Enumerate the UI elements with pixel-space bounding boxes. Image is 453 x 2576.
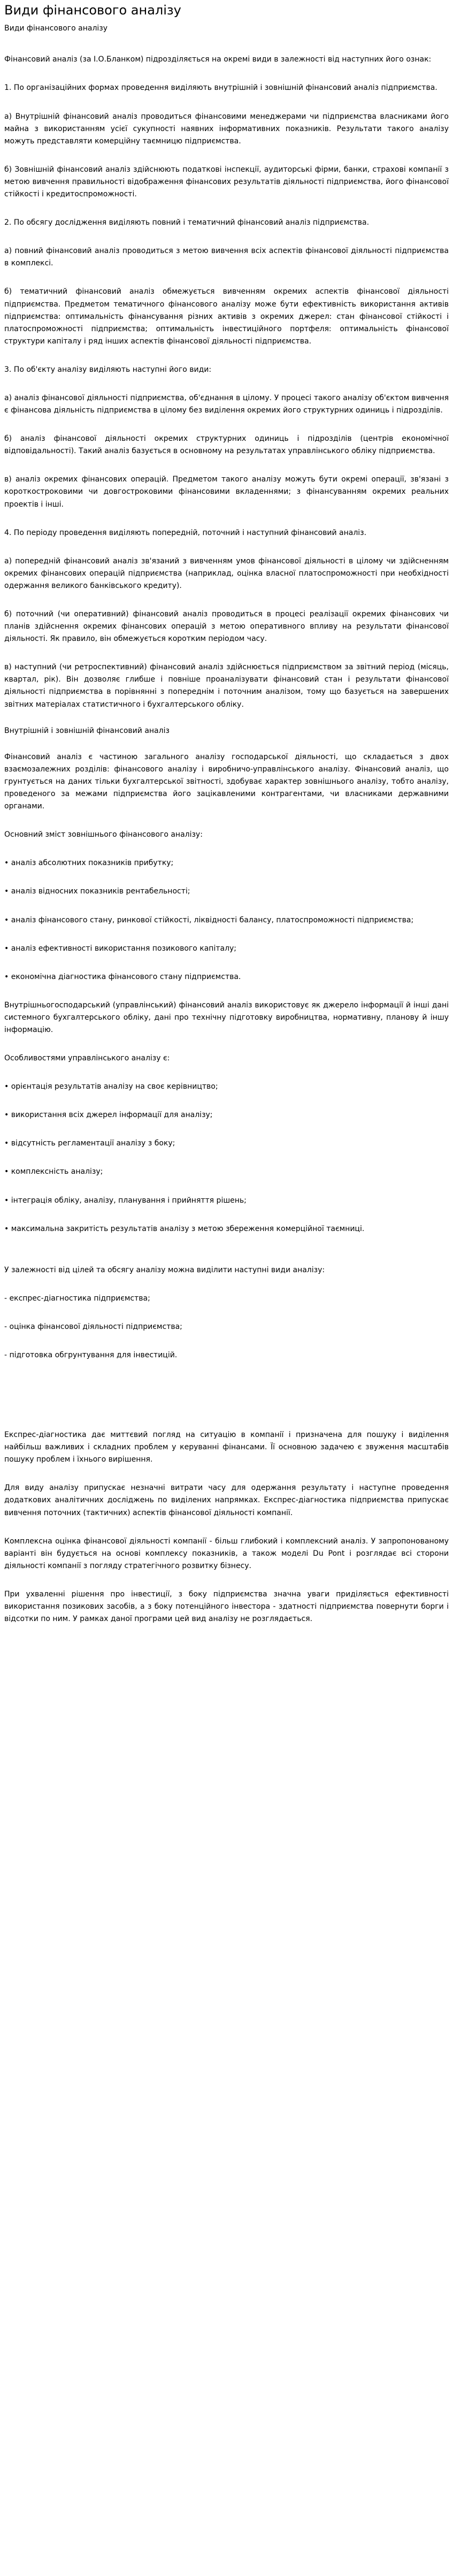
paragraph-thematic-analysis: б) тематичний фінансовий аналіз обмежується вивченням окремих аспектів фінансової діяльності підприємства. Предметом тематичного фінансового аналізу може бути ефективність використання активів підприємства: оптимальність фінансування різних активів з окремих джерел: стан фінансової стійкості і платоспроможності підприємства; оптимальність інвестиційного портфеля: оптимальність фінансової структури капіталу і ряд інших аспектів фінансової діяльності підприємства. (4, 287, 449, 346)
paragraph-retrospective: в) наступний (чи ретроспективний) фінансовий аналіз здійснюється підприємством за звітний період (місяць, квартал, рік). Він дозволяє глибше і повніше проаналізувати фінансовий стан і результати фінансової діяльності підприємства в порівнянні з попереднім і поточним аналізом, тому що базується на завершених звітних матеріалах статистичного і бухгалтерського обліку. (4, 663, 449, 709)
spacer (4, 1378, 449, 1429)
paragraph-management-analysis: Внутрішньогосподарський (управлінський) фінансовий аналіз використовує як джерело інформації й інші дані системного бухгалтерського обліку, дані про технічну підготовку виробництва, нормативну, планову й іншу інформацію. (4, 1000, 449, 1034)
list-item: • аналіз фінансового стану, ринкової стійкості, ліквідності балансу, платоспроможності підприємства; (4, 915, 414, 924)
list-item: • аналіз ефективності використання позикового капіталу; (4, 944, 237, 953)
paragraph-current: б) поточний (чи оперативний) фінансовий аналіз проводиться в процесі реалізації окремих фінансових чи планів здійснення окремих фінансових операцій з метою оперативного впливу на результати фінансової діяльності. Як правило, він обмежується коротким періодом часу. (4, 610, 449, 644)
list-item: • відсутність регламентації аналізу з боку; (4, 1139, 175, 1148)
list-item: - оцінка фінансової діяльності підприємства; (4, 1322, 182, 1331)
list-item: • комплексність аналізу; (4, 1167, 103, 1176)
list-item: • максимальна закритість результатів аналізу з метою збереження комерційної таємниці. (4, 1224, 365, 1233)
paragraph-management-features-heading: Особливостями управлінського аналізу є: (4, 1054, 170, 1063)
paragraph-financial-analysis-part: Фінансовий аналіз є частиною загального аналізу господарської діяльності, що складається з двох взаємозалежних розділів: фінансового аналізу і виробничо-управлінського аналізу. Фінансовий аналіз, що грунтується на даних тільки бухгалтерської звітності, здобуває характер зовнішнього аналізу, тобто аналізу, проведеного за межами підприємства його зацікавленими контрагентами, чи власниками державними органами. (4, 752, 449, 811)
paragraph-analysis-types-heading: У залежності від цілей та обсягу аналізу можна виділити наступні види аналізу: (4, 1265, 325, 1274)
section-heading-internal-external: Внутрішній і зовнішній фінансовий аналіз (4, 726, 170, 735)
list-item: - експрес-діагностика підприємства; (4, 1294, 150, 1303)
paragraph-operations: в) аналіз окремих фінансових операцій. Предметом такого аналізу можуть бути окремі операції, зв'язані з короткостроковими чи довгостроковими фінансовими вкладеннями; з фінансуванням окремих реальних проектів і інші. (4, 475, 449, 509)
paragraph-structural-units: б) аналіз фінансової діяльності окремих структурних одиниць і підрозділів (центрів економічної відповідальності). Такий аналіз базується в основному на результатах управлінського обліку підприємства. (4, 434, 449, 456)
paragraph-investment: При ухваленні рішення про інвестиції, з боку підприємства значна уваги приділяється ефективності використання позикових засобів, а з боку потенційного інвестора - здатності підприємства повернути борги і відсотки по ним. У рамках даної програми цей вид аналізу не розглядається. (4, 1589, 449, 1624)
list-item: • інтеграція обліку, аналізу, планування і прийняття рішень; (4, 1196, 247, 1205)
paragraph-external-analysis: б) Зовнішній фінансовий аналіз здійснюють податкові інспекції, аудиторські фірми, банки, страхові компанії з метою вивчення правильності відображення фінансових результатів діяльності підприємства, його фінансової стійкості і кредитоспроможності. (4, 165, 449, 199)
paragraph-external-content-heading: Основний зміст зовнішнього фінансового аналізу: (4, 830, 203, 839)
paragraph-whole-enterprise: а) аналіз фінансової діяльності підприємства, об'єднання в цілому. У процесі такого аналізу об'єктом вивчення є фінансова діяльність підприємства в цілому без виділення окремих його структурних одиниць і підрозділів. (4, 393, 449, 415)
list-item: - підготовка обгрунтування для інвестицій. (4, 1351, 178, 1360)
list-item: • аналіз відносних показників рентабельності; (4, 887, 190, 896)
paragraph-intro: Фінансовий аналіз (за І.О.Бланком) підрозділяється на окремі види в залежності від наступних його ознак: (4, 55, 432, 64)
paragraph-express-diagnostics: Експрес-діагностика дає миттєвий погляд на ситуацію в компанії і призначена для пошуку і виділення найбільш важливих і складних проблем у керуванні фінансами. Її основною задачею є звуження масштабів пошуку проблем і їхнього вирішення. (4, 1431, 449, 1464)
paragraph-object: 3. По об'єкту аналізу виділяють наступні його види: (4, 365, 212, 374)
list-item: • аналіз абсолютних показників прибутку; (4, 859, 174, 868)
paragraph-period: 4. По періоду проведення виділяють попередній, поточний і наступний фінансовий аналіз. (4, 528, 367, 537)
page-title: Види фінансового аналізу (4, 3, 181, 18)
paragraph-full-analysis: а) повний фінансовий аналіз проводиться з метою вивчення всіх аспектів фінансової діяльності підприємства в комплексі. (4, 247, 449, 268)
list-item: • використання всіх джерел інформації для аналізу; (4, 1111, 213, 1120)
paragraph-scope: 2. По обсягу дослідження виділяють повний і тематичний фінансовий аналіз підприємства. (4, 218, 370, 227)
list-item: • орієнтація результатів аналізу на своє керівництво; (4, 1082, 218, 1091)
paragraph-internal-analysis: а) Внутрішній фінансовий аналіз проводиться фінансовими менеджерами чи підприємства власниками його майна з використанням усієї сукупності наявних інформативних показників. Результати такого аналізу можуть представляти комерційну таємницю підприємства. (4, 112, 449, 146)
paragraph-preliminary: а) попередній фінансовий аналіз зв'язаний з вивченням умов фінансової діяльності в цілому чи здійсненням окремих фінансових операцій підприємства (наприклад, оцінка власної платоспроможності при необхідності одержання великого банківського кредиту). (4, 556, 449, 590)
article-body (4, 53, 449, 1625)
paragraph-complex-assessment: Комплексна оцінка фінансової діяльності компанії - більш глибокий і комплексний аналіз. У запропонованому варіанті він будується на основі комплексу показників, а також моделі Du Pont і розглядає всі сторони діяльності компанії з погляду стратегічного розвитку бізнесу. (4, 1537, 449, 1570)
page-subtitle: Види фінансового аналізу (4, 24, 108, 33)
paragraph-express-time: Для виду аналізу припускає незначні витрати часу для одержання результату і наступне проведення додаткових аналітичних досліджень по виділених напрямках. Експрес-діагностика підприємства припускає вивчення поточних (тактичних) аспектів фінансової діяльності компанії. (4, 1484, 449, 1517)
paragraph-org-forms: 1. По організаційних формах проведення виділяють внутрішній і зовнішній фінансовий аналіз підприємства. (4, 83, 437, 93)
list-item: • економічна діагностика фінансового стану підприємства. (4, 972, 241, 981)
